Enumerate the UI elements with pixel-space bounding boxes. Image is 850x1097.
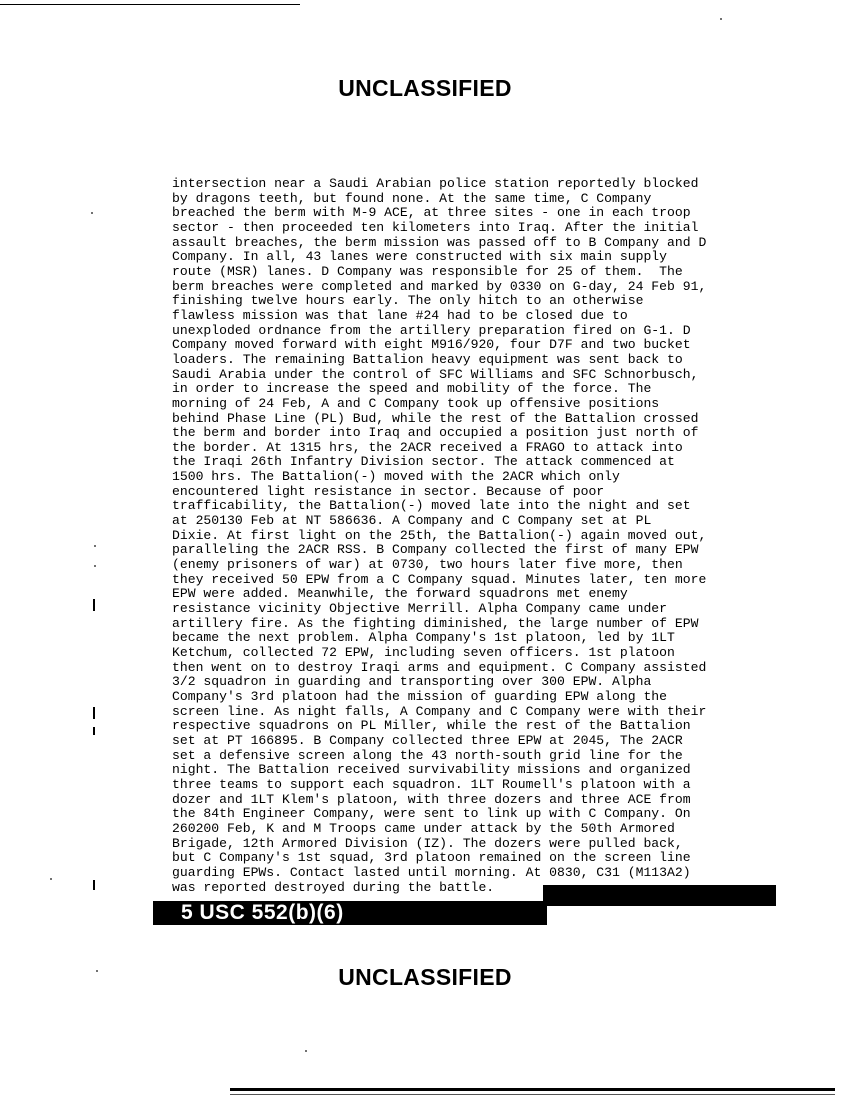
body-line: guarding EPWs. Contact lasted until morning. At 0830, C31 (M113A2) — [172, 864, 691, 880]
body-line: resistance vicinity Objective Merrill. Alpha Company came under — [172, 601, 668, 617]
body-line: Company's 3rd platoon had the mission of guarding EPW along the — [172, 688, 668, 704]
body-line: 260200 Feb, K and M Troops came under attack by the 50th Armored — [172, 820, 675, 836]
classification-header: UNCLASSIFIED — [338, 75, 512, 101]
body-line: set at PT 166895. B Company collected three EPW at 2045, The 2ACR — [172, 732, 683, 748]
scan-speck — [94, 545, 96, 547]
body-line: paralleling the 2ACR RSS. B Company collected the first of many EPW — [172, 542, 699, 558]
body-line: night. The Battalion received survivability missions and organized — [172, 762, 691, 778]
body-line: the border. At 1315 hrs, the 2ACR received a FRAGO to attack into — [172, 439, 683, 455]
body-line: three teams to support each squadron. 1LT Roumell's platoon with a — [172, 776, 691, 792]
body-line: Saudi Arabia under the control of SFC Williams and SFC Schnorbusch, — [172, 366, 699, 382]
scan-speck — [305, 1050, 307, 1052]
body-line: Brigade, 12th Armored Division (IZ). The dozers were pulled back, — [172, 835, 683, 851]
body-line: Dixie. At first light on the 25th, the Battalion(-) again moved out, — [172, 527, 707, 543]
scan-speck — [94, 565, 96, 567]
body-line: 1500 hrs. The Battalion(-) moved with the 2ACR which only — [172, 469, 620, 485]
body-line: assault breaches, the berm mission was passed off to B Company and D — [172, 234, 707, 250]
body-line: Ketchum, collected 72 EPW, including seven officers. 1st platoon — [172, 645, 675, 660]
body-line: 3/2 squadron in guarding and transporting over 300 EPW. Alpha — [172, 674, 652, 690]
body-line: loaders. The remaining Battalion heavy equipment was sent back to — [172, 351, 683, 367]
body-line: the berm and border into Iraq and occupied a position just north of — [172, 425, 699, 441]
body-line: trafficability, the Battalion(-) moved late into the night and set — [172, 498, 691, 514]
body-line: then went on to destroy Iraqi arms and equipment. C Company assisted — [172, 659, 707, 675]
body-line: encountered light resistance in sector. Because of poor — [172, 483, 605, 499]
body-line: finishing twelve hours early. The only hitch to an otherwise — [172, 293, 644, 309]
bottom-scan-rule-thin — [230, 1094, 835, 1095]
body-line: set a defensive screen along the 43 north-south grid line for the — [172, 747, 683, 763]
body-line: Company. In all, 43 lanes were constructed with six main supply — [172, 249, 668, 265]
redaction-bar — [543, 885, 776, 906]
body-line: dozer and 1LT Klem's platoon, with three dozers and three ACE from — [172, 791, 691, 807]
body-line: Company moved forward with eight M916/920, four D7F and two bucket — [172, 337, 691, 353]
scan-speck — [96, 970, 98, 972]
body-line: behind Phase Line (PL) Bud, while the rest of the Battalion crossed — [172, 410, 699, 426]
body-line: EPW were added. Meanwhile, the forward squadrons met enemy — [172, 586, 628, 602]
body-line: intersection near a Saudi Arabian police station reportedly blocked — [172, 176, 699, 191]
margin-mark — [93, 880, 95, 890]
margin-mark — [93, 707, 95, 719]
margin-mark — [93, 727, 95, 735]
body-line: route (MSR) lanes. D Company was responsible for 25 of them. The — [172, 263, 683, 279]
body-line: became the next problem. Alpha Company's 1st platoon, led by 1LT — [172, 630, 675, 646]
body-line: in order to increase the speed and mobility of the force. The — [172, 381, 652, 397]
classification-footer: UNCLASSIFIED — [338, 964, 512, 990]
body-line: the 84th Engineer Company, were sent to link up with C Company. On — [172, 806, 691, 822]
body-line: but C Company's 1st squad, 3rd platoon remained on the screen line — [172, 850, 691, 866]
top-scan-rule — [0, 4, 300, 5]
body-line: flawless mission was that lane #24 had to be closed due to — [172, 307, 628, 323]
body-line: berm breaches were completed and marked by 0330 on G-day, 24 Feb 91, — [172, 278, 707, 294]
body-line: respective squadrons on PL Miller, while the rest of the Battalion — [172, 718, 691, 734]
body-line: artillery fire. As the fighting diminished, the large number of EPW — [172, 615, 699, 631]
body-line: (enemy prisoners of war) at 0730, two hours later five more, then — [172, 557, 683, 573]
body-line: they received 50 EPW from a C Company squad. Minutes later, ten more — [172, 571, 707, 587]
body-line: morning of 24 Feb, A and C Company took up offensive positions — [172, 395, 660, 411]
body-line: screen line. As night falls, A Company and C Company were with their — [172, 703, 707, 719]
body-line: was reported destroyed during the battle. — [172, 879, 495, 895]
body-line: unexploded ordnance from the artillery preparation fired on G-1. D — [172, 322, 691, 338]
body-line: the Iraqi 26th Infantry Division sector. The attack commenced at — [172, 454, 675, 470]
body-line: breached the berm with M-9 ACE, at three sites - one in each troop — [172, 205, 691, 221]
body-line: sector - then proceeded ten kilometers into Iraq. After the initial — [172, 219, 699, 235]
scan-speck — [720, 18, 722, 20]
document-body — [172, 177, 792, 895]
bottom-scan-rule — [230, 1088, 835, 1091]
redaction-exemption-stamp: 5 USC 552(b)(6) — [153, 901, 547, 925]
scan-speck — [91, 212, 93, 214]
margin-mark — [93, 599, 95, 611]
body-line: at 250130 Feb at NT 586636. A Company and C Company set at PL — [172, 513, 652, 529]
scan-speck — [50, 878, 52, 880]
body-line: by dragons teeth, but found none. At the same time, C Company — [172, 190, 652, 206]
